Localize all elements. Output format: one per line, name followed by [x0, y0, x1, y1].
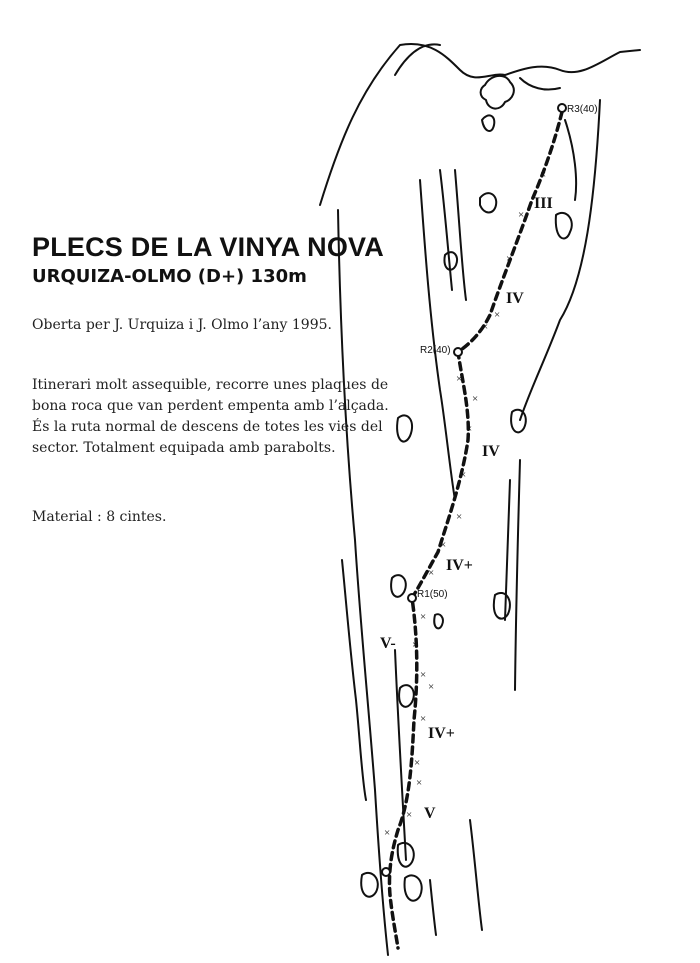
anchor-start [382, 868, 390, 876]
left-mid-crack [455, 170, 466, 300]
bush [434, 614, 443, 628]
bolt-marks [384, 169, 546, 839]
svg-text:×: × [416, 777, 423, 789]
svg-text:×: × [406, 809, 413, 821]
svg-text:×: × [456, 373, 463, 385]
svg-text:×: × [420, 713, 427, 725]
grade-label: IV+ [446, 557, 473, 574]
bush [361, 873, 378, 897]
grade-label: IV [506, 290, 524, 307]
anchor-r3 [558, 104, 566, 112]
opening-credit: Oberta per J. Urquiza i J. Olmo l’any 1995. [32, 317, 332, 333]
grade-label: IV+ [428, 725, 455, 742]
svg-text:×: × [518, 209, 525, 221]
summit-outline [320, 44, 640, 205]
svg-text:×: × [466, 423, 473, 435]
page-title: PLECS DE LA VINYA NOVA [32, 232, 384, 262]
bush [397, 415, 412, 441]
svg-text:×: × [384, 827, 391, 839]
route-line [389, 112, 562, 948]
svg-text:×: × [412, 639, 419, 651]
grade-label: III [534, 195, 553, 212]
right-crack-1 [565, 120, 576, 200]
right-crack-2 [515, 460, 520, 690]
svg-text:×: × [420, 669, 427, 681]
material-note: Material : 8 cintes. [32, 509, 167, 525]
bush [399, 685, 414, 707]
svg-text:×: × [494, 309, 501, 321]
route-subtitle: URQUIZA-OLMO (D+) 130m [32, 266, 307, 287]
bush [405, 875, 422, 900]
anchor-r2 [454, 348, 462, 356]
right-lower-crack [430, 880, 436, 935]
left-lower-edge [395, 650, 406, 860]
anchor-label-r1: R1(50) [417, 589, 448, 600]
svg-text:×: × [420, 611, 427, 623]
svg-text:×: × [482, 321, 489, 333]
svg-text:×: × [428, 681, 435, 693]
bush [494, 593, 510, 619]
bush [391, 575, 406, 597]
itinerary-description: Itinerari molt assequible, recorre unes plaques de bona roca que van perdent empenta amb l’alçada. És la ruta normal de descens de totes les vies del sector. Totalment equipada amb parabolts. [32, 377, 389, 456]
svg-text:×: × [472, 393, 479, 405]
right-face-edge [520, 100, 600, 420]
anchor-label-r3: R3(40) [567, 104, 598, 115]
svg-text:×: × [506, 253, 513, 265]
bush [480, 193, 496, 212]
grade-label: V [424, 805, 436, 822]
bush [482, 115, 494, 131]
svg-text:×: × [440, 539, 447, 551]
svg-text:×: × [414, 757, 421, 769]
anchor-r1 [408, 594, 416, 602]
bush [511, 410, 526, 433]
svg-text:×: × [456, 511, 463, 523]
anchor-label-r2: R2(40) [420, 345, 451, 356]
left-outer-crack [342, 560, 366, 800]
bush [481, 76, 514, 109]
svg-text:×: × [540, 169, 547, 181]
left-inner-edge [420, 180, 455, 500]
svg-text:×: × [428, 567, 435, 579]
bush [556, 213, 572, 239]
left-short-crack [440, 170, 452, 290]
summit-ridge-right [520, 78, 560, 90]
right-base-edge [470, 820, 482, 930]
grade-label: IV [482, 443, 500, 460]
grade-label: V- [380, 635, 396, 652]
svg-text:×: × [460, 469, 467, 481]
